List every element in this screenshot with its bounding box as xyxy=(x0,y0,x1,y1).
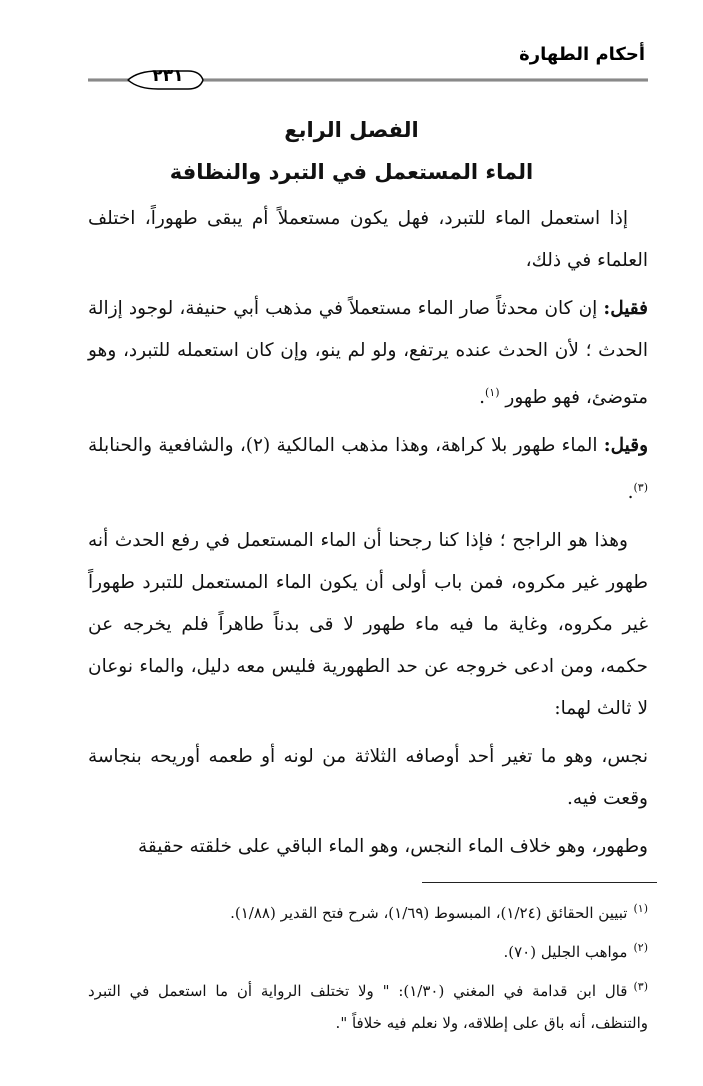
footnote-ref: (١) xyxy=(485,386,500,399)
paragraph-text: وطهور، وهو خلاف الماء النجس، وهو الماء الباقي على خلقته حقيقة xyxy=(138,836,648,858)
body-text xyxy=(88,198,648,874)
paragraph: فقيل: إن كان محدثاً صار الماء مستعملاً في مذهب أبي حنيفة، لوجود إزالة الحدث ؛ لأن الحدث عنده يرتفع، ولو لم ينو، وإن كان استعمله للتبرد، وهو متوضئ، فهو طهور $^{(١)}$. xyxy=(88,298,648,409)
paragraph xyxy=(88,520,648,730)
footnote xyxy=(88,893,648,929)
footnote-number: (٣) xyxy=(633,980,648,993)
page-number: ٢٣١ xyxy=(152,66,184,86)
section-title: الماء المستعمل في التبرد والنظافة xyxy=(169,160,534,184)
paragraph-text: وهذا هو الراجح ؛ فإذا كنا رجحنا أن الماء المستعمل في رفع الحدث أنه طهور غير مكروه، فمن باب أولى أن يكون الماء المستعمل للتبرد طهوراً غير مكروه، وغاية ما فيه ماء طهور لا قى بدناً طاهراً فلم يخرجه عن حكمه، ومن ادعى خروجه عن حد الطهورية فليس معه دليل، والماء نوعان لا ثالث لهما: xyxy=(88,530,648,720)
footnote-ref: (٣) xyxy=(633,481,648,495)
footnote-text: تبيين الحقائق (١/٢٤)، المبسوط (١/٦٩)، شرح فتح القدير (١/٨٨). xyxy=(230,904,628,922)
footnote-text: قال ابن قدامة في المغني (١/٣٠): " ولا تختلف الرواية أن ما استعمل في التبرد والتنظف، أنه باق على إطلاقه، ولا نعلم فيه خلافاً ". xyxy=(88,982,648,1032)
paragraph xyxy=(88,736,648,820)
footnote-number: (١) xyxy=(633,902,648,915)
footnotes xyxy=(88,893,648,1042)
paragraph-lead: فقيل: xyxy=(603,298,648,319)
footnote xyxy=(88,932,648,968)
paragraph xyxy=(88,198,648,282)
footnote-text: مواهب الجليل (٧٠). xyxy=(503,943,628,961)
paragraph xyxy=(88,826,648,868)
footnote-rule xyxy=(422,882,657,883)
running-title: أحكام الطهارة xyxy=(519,44,645,65)
chapter-title: الفصل الرابع xyxy=(284,118,419,142)
paragraph-text: نجس، وهو ما تغير أحد أوصافه الثلاثة من لونه أو طعمه أوريحه بنجاسة وقعت فيه. xyxy=(88,746,648,810)
paragraph-text: إن كان محدثاً صار الماء مستعملاً في مذهب أبي حنيفة، لوجود إزالة الحدث ؛ لأن الحدث عنده يرتفع، ولو لم ينو، وإن كان استعمله للتبرد، وهو متوضئ، فهو طهور xyxy=(88,298,648,409)
paragraph: وقيل: الماء طهور بلا كراهة، وهذا مذهب المالكية (٢)، والشافعية والحنابلة $^{(٣)}$. xyxy=(88,435,648,504)
footnote xyxy=(88,971,648,1039)
footnote-number: (٢) xyxy=(633,941,648,954)
paragraph-text: إذا استعمل الماء للتبرد، فهل يكون مستعملاً أم يبقى طهوراً، اختلف العلماء في ذلك، xyxy=(88,208,648,271)
paragraph-lead: وقيل: xyxy=(603,435,648,457)
paragraph-text: الماء طهور بلا كراهة، وهذا مذهب المالكية (٢)، والشافعية والحنابلة xyxy=(88,435,604,457)
